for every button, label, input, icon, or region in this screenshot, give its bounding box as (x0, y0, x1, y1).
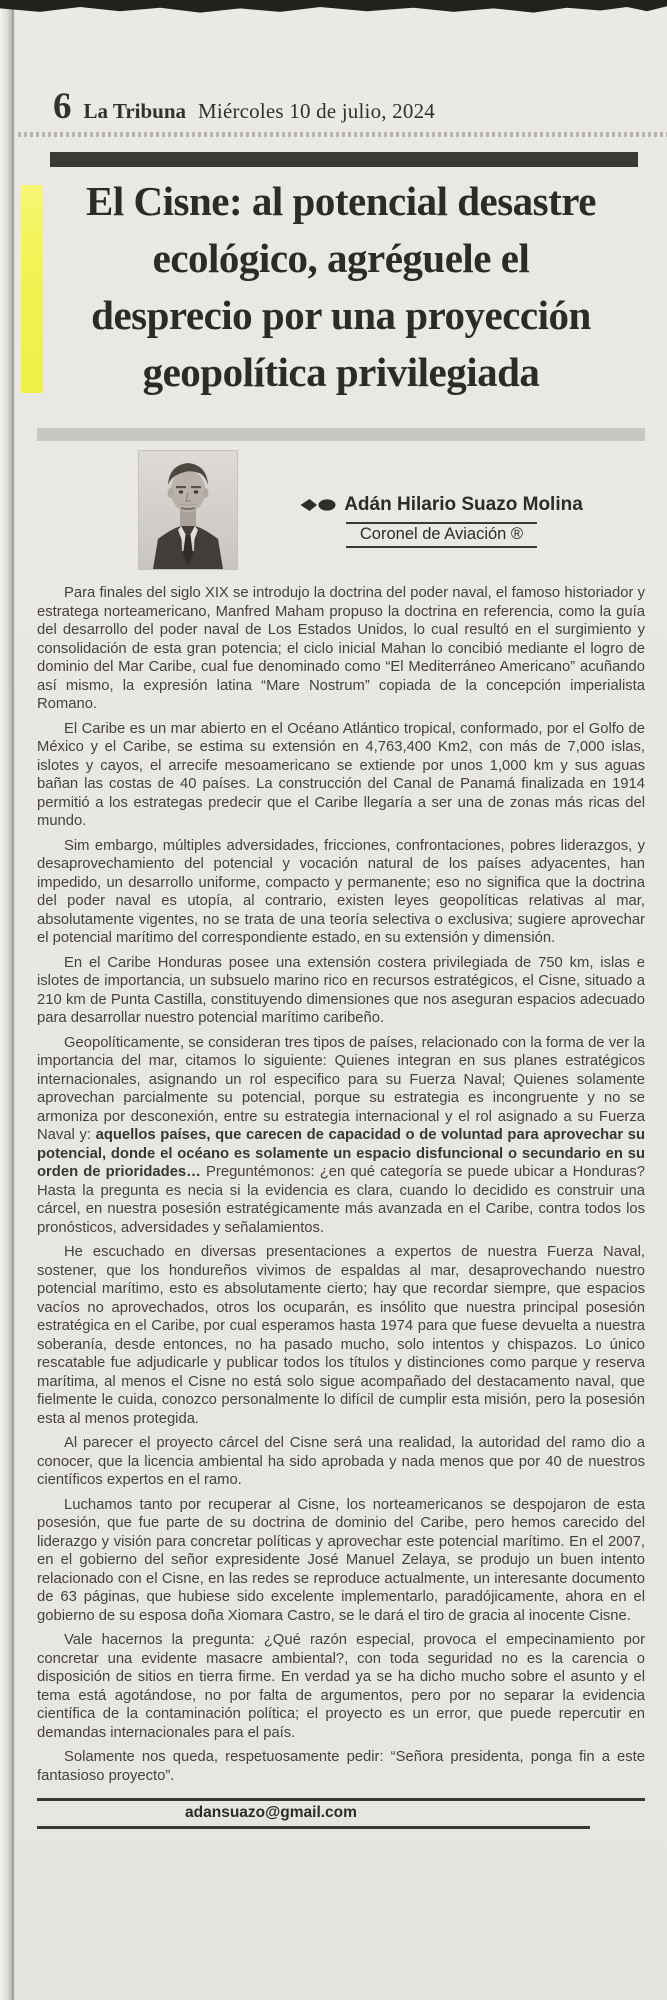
newspaper-name: La Tribuna (83, 99, 187, 123)
author-photo (138, 450, 238, 570)
footer-rule-bottom (37, 1826, 590, 1829)
footer-rule-top (37, 1798, 645, 1801)
article-paragraph (37, 837, 645, 948)
article-body (37, 584, 645, 1785)
headline-line: desprecio por una proyección (91, 292, 591, 338)
paragraph-text-segment: Luchamos tanto por recuperar al Cisne, los norteamericanos se despojaron de esta posesión, que fue parte de su doctrina de dominio del Caribe, pero hemos carecido del liderazgo y visión para concretar políticas y aprovechar este potencial marítimo. En el 2007, en el gobierno del señor expresidente José Manuel Zelaya, se produjo un buen intento relacionado con el Cisne, en las redes se reproduce actualmente, un interesante documento de 63 páginas, que hubiese sido excelente implementarlo, paradójicamente, ahora en el gobierno de su esposa doña Xiomara Castro, se le dará el tiro de gracia al inocente Cisne. (37, 1496, 645, 1624)
byline-block (238, 494, 645, 548)
masthead (37, 88, 645, 125)
paragraph-text-segment: He escuchado en diversas presentaciones a expertos de nuestra Fuerza Naval, sostener, que los hondureños vivimos de espaldas al mar, desaprovechando nuestro potencial marítimo, esto es absolutamente cierto; hay que recordar siempre, que espacios vacíos no aprovechados, otros los ocuparán, es insólito que nuestra principal posesión estratégica en el Caribe, por cual esperamos hasta 1974 para que fuese devuelta a nuestra soberanía, desde entonces, no ha pasado mucho, solo intentos y chispazos. Lo único rescatable fue adjudicarle y publicar todos los títulos y distinciones como parque y reserva marítima, al menos el Cisne no está solo sigue acompañado del destacamento naval, que fielmente le cuida, conozco personalmente lo difícil de cumplir esta misión, pero la posesión esta al menos protegida. (37, 1244, 645, 1427)
headline-bottom-gray-bar (37, 428, 645, 441)
paragraph-text-segment: El Caribe es un mar abierto en el Océano Atlántico tropical, conformado, por el Golfo de México y el Caribe, se estima su extensión en 4,763,400 Km2, con más de 7,000 islas, islotes y cayos, el arrecife mesoamericano se extiende por unos 1,000 km y sus aguas bañan las costas de 40 países. La construcción del Canal de Panamá finalizada en 1914 permitió a los estrategas predecir que el Caribe llegaría a ser una de zonas más ricas del mundo. (37, 720, 645, 829)
author-portrait-illustration (139, 451, 237, 569)
article-paragraph (37, 720, 645, 831)
byline-section (37, 450, 645, 570)
article-paragraph (37, 1434, 645, 1490)
author-email: adansuazo@gmail.com (185, 1804, 357, 1821)
scan-left-page-edge (0, 6, 15, 2000)
paragraph-text-segment: En el Caribe Honduras posee una extensión costera privilegiada de 750 km, islas e islotes de importancia, un subsuelo marino rico en recursos estratégicos, el Cisne, situado a 210 km de Punta Castilla, constituyendo dimensiones que nos aseguran espacios adecuado para desarrollar nuestro potencial marítimo caribeño. (37, 954, 645, 1026)
paragraph-text-segment: Sim embargo, múltiples adversidades, fricciones, confrontaciones, pobres liderazgos, y desaprovechamiento del potencial y vocación natural de los países adyacentes, han impedido, un desarrollo uniforme, compacto y permanente; eso no significa que la doctrina del poder naval es utopía, al contrario, existen leyes geopolíticas relativas al mar, absolutamente vigentes, no se trata de una teoría selectiva o exclusiva; sugiere aprovechar el potencial marítimo del correspondiente estado, en su extensión y dimensión. (37, 837, 645, 946)
issue-date: Miércoles 10 de julio, 2024 (198, 99, 435, 123)
decorative-dotted-rule (0, 132, 667, 137)
paragraph-text-segment: Vale hacernos la pregunta: ¿Qué razón especial, provoca el empecinamiento por concretar una evidente masacre ambiental?, con toda seguridad no es la carencia o disposición de sitios en tierra firme. En verdad ya se ha dicho mucho sobre el asunto y el tema está agotándose, no por falta de argumentos, pero por no separar la evidencia científica de la contaminación política; el proyecto es un error, que puede repercutir en demandas internacionales para el país. (37, 1632, 645, 1741)
article-paragraph (37, 1034, 645, 1238)
byline-name-row (300, 494, 583, 516)
paragraph-bold-segment: aquellos países, que carecen de capacidad o de voluntad para aprovechar su potencial, donde el océano es solamente un espacio disfuncional o secundario en su orden de prioridades… (37, 1127, 646, 1180)
paragraph-text-segment: Geopolíticamente, se consideran tres tipos de países, relacionado con la forma de ver la importancia del mar, citamos lo siguiente: Quienes integran en sus planes estratégicos internacionales, asignando un rol especifico para su Fuerza Naval; Quienes solamente aprovechan parcialmente su potencial, porque su estrategia es incongruente y no se armoniza por desconexión, entre su estrategia internacional y el rol asignado a su Fuerza Naval y: (37, 1034, 645, 1143)
page-number: 6 (53, 86, 72, 127)
article-paragraph (37, 584, 645, 714)
paragraph-text-segment: Al parecer el proyecto cárcel del Cisne será una realidad, la autoridad del ramo dio a conocer, que la licencia ambiental ha sido aprobada y nada menos que por 40 de nuestros científicos expertos en el ramo. (37, 1435, 645, 1488)
yellow-highlighter-mark (21, 185, 43, 393)
paragraph-text-segment: Preguntémonos: ¿en qué categoría se puede ubicar a Honduras? Hasta la pregunta es necia si la evidencia es clara, cuando lo decidido es construir una cárcel, en nuestra posesión estratégicamente más avanzada en el Caribe, contra todos los pronósticos, adversidades y señalamientos. (37, 1164, 645, 1236)
article-paragraph (37, 1748, 645, 1785)
headline (37, 173, 645, 401)
article-paragraph (37, 1631, 645, 1742)
article-paragraph (37, 954, 645, 1028)
paragraph-text-segment: Para finales del siglo XIX se introdujo la doctrina del poder naval, el famoso historiador y estratega norteamericano, Manfred Maham propuso la doctrina en referencia, como la guía del desarrollo del poder naval de Los Estados Unidos, lo cual resultó en el surgimiento y consolidación de esta gran potencia; el ciclo inicial Mahan lo concibió mediante el logro de dominio del Mar Caribe, cual fue denominado como “El Mediterráneo Americano” acuñando así mismo, la expresión latina “Mare Nostrum” copiada de la concepción imperialista Romano. (37, 585, 645, 712)
headline-line: El Cisne: al potencial desastre (86, 178, 596, 224)
footer-contact (37, 1798, 645, 1829)
headline-top-bar (50, 152, 638, 167)
author-name: Adán Hilario Suazo Molina (344, 494, 583, 515)
paragraph-text-segment: Solamente nos queda, respetuosamente pedir: “Señora presidenta, ponga fin a este fantasioso proyecto”. (37, 1749, 645, 1784)
headline-line: ecológico, agréguele el (152, 235, 530, 281)
article-paragraph (37, 1243, 645, 1428)
page-content (37, 0, 645, 1829)
headline-line: geopolítica privilegiada (142, 349, 540, 395)
author-role: Coronel de Aviación ® (346, 522, 537, 548)
pen-nib-bullet-icon (300, 498, 336, 512)
article-paragraph (37, 1496, 645, 1626)
